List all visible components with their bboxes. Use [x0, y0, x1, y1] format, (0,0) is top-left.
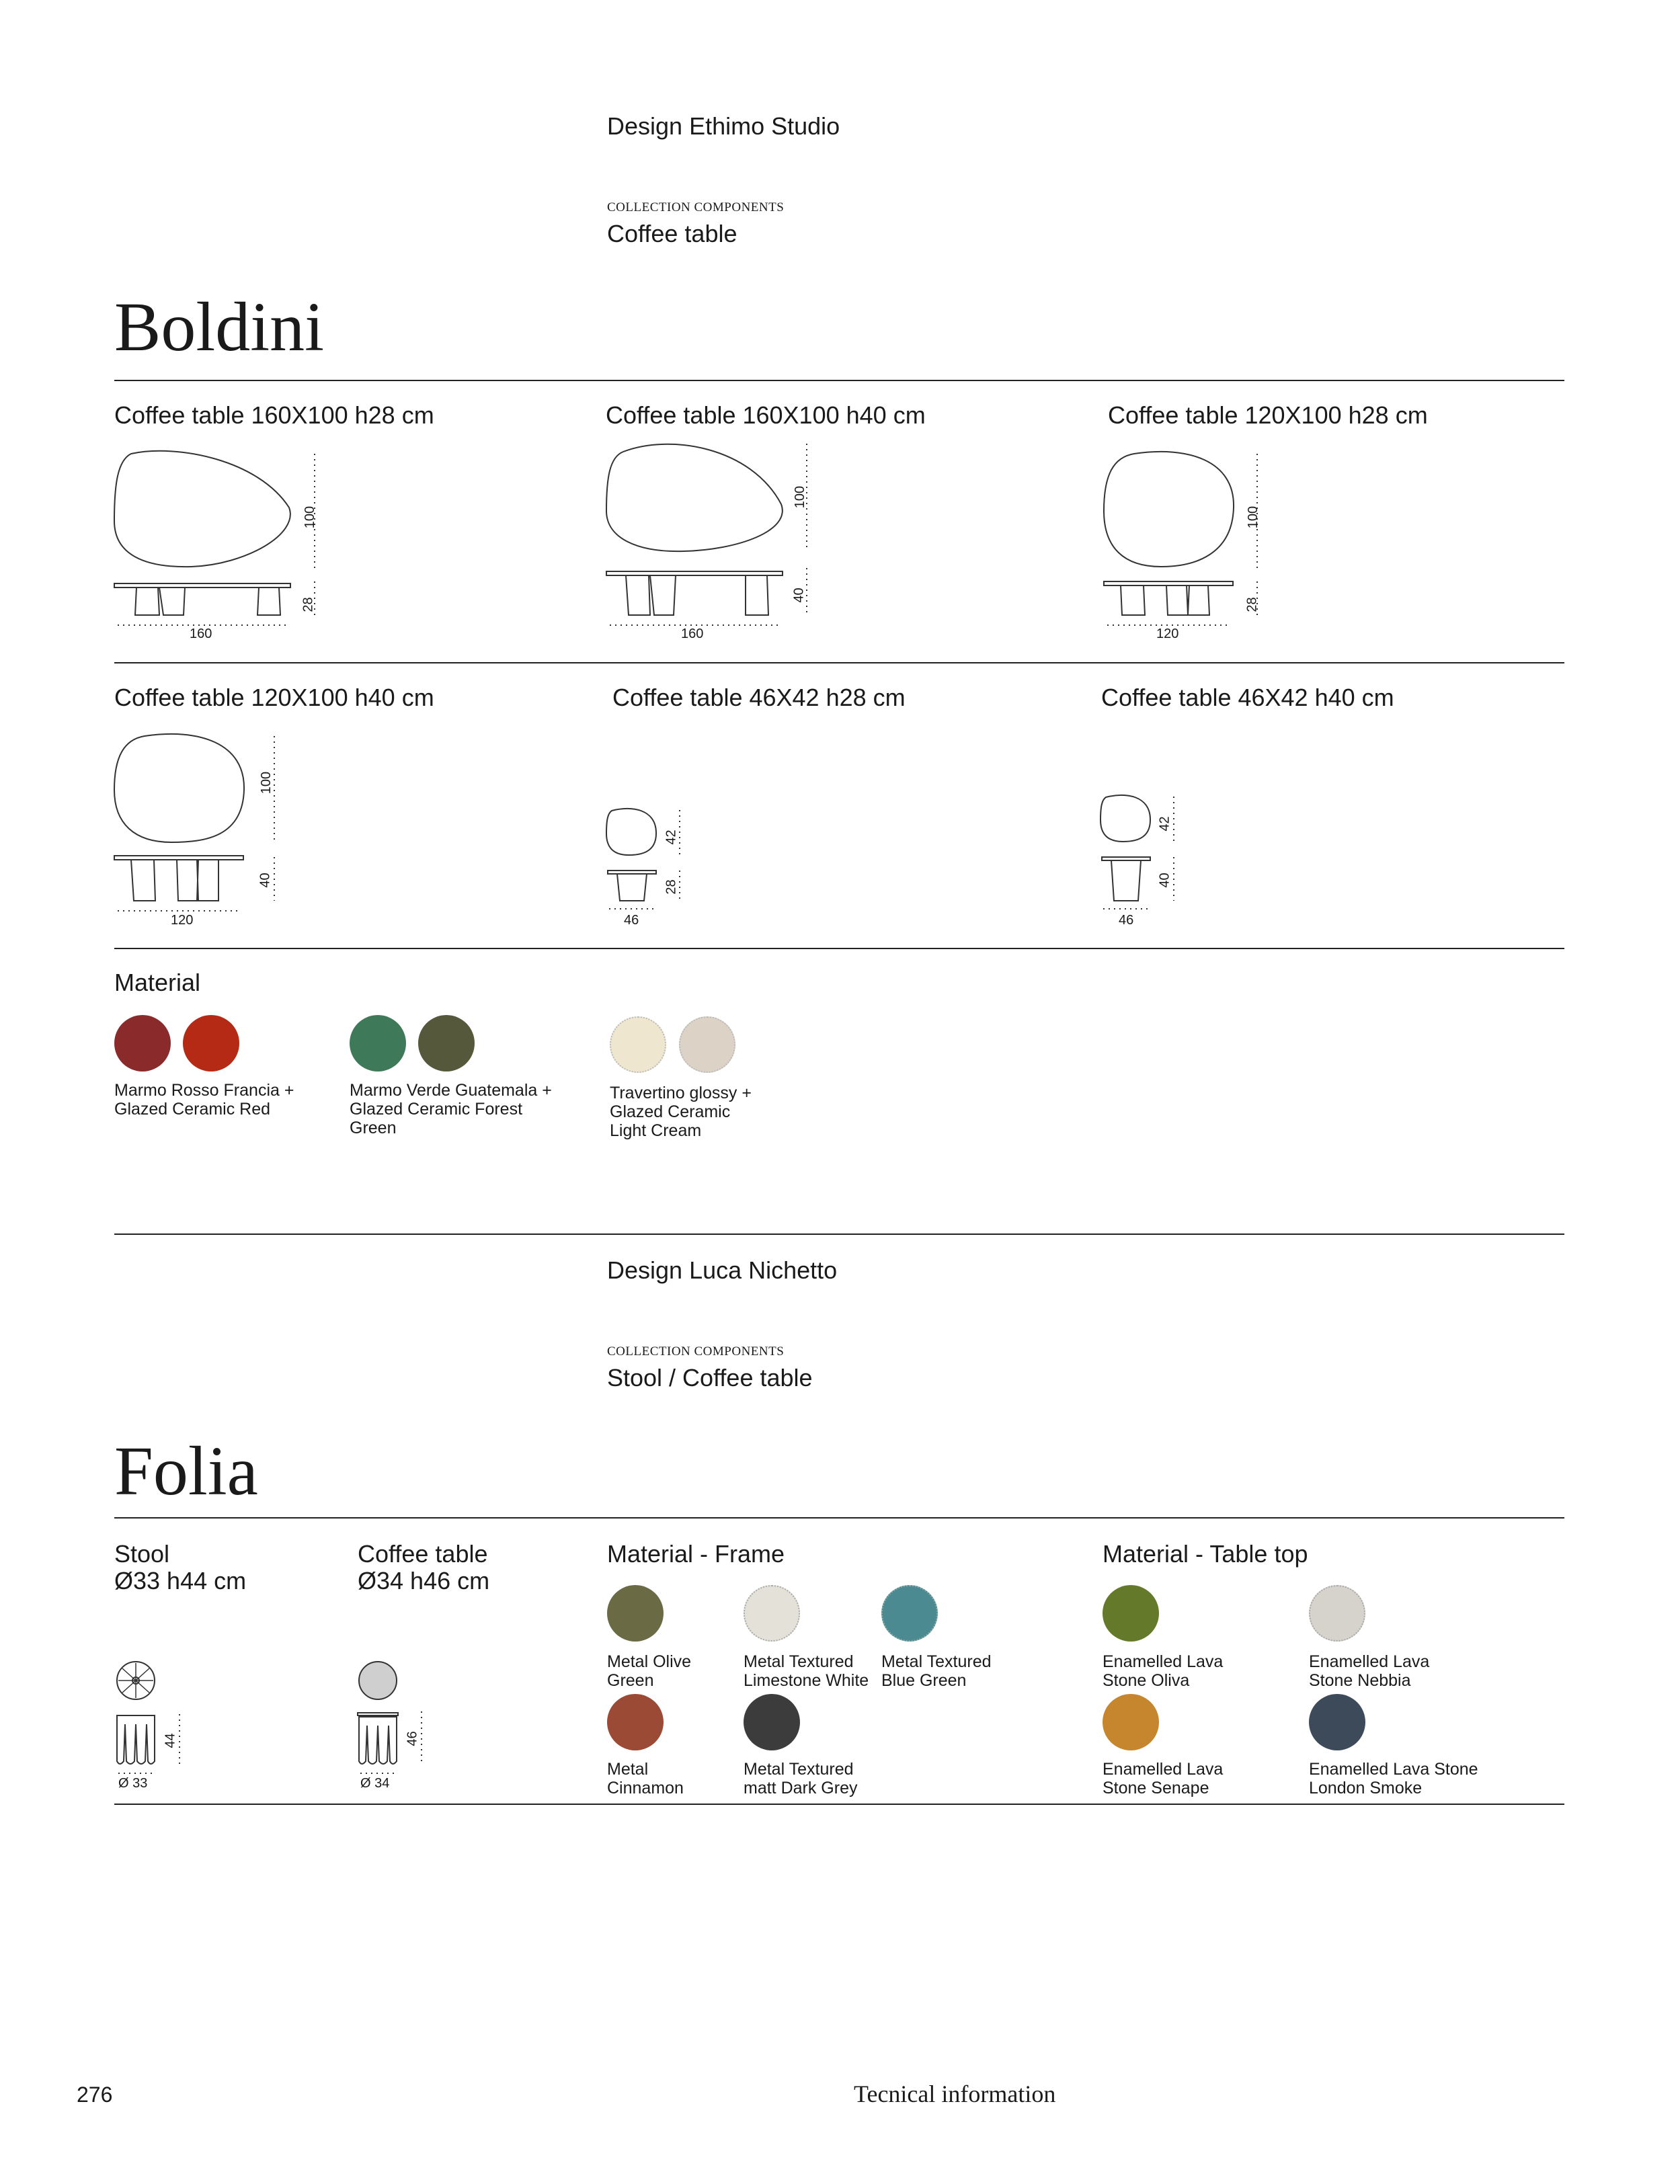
folia-components-label: COLLECTION COMPONENTS	[607, 1344, 785, 1359]
divider	[114, 948, 1564, 949]
stool-title: Stool Ø33 h44 cm	[114, 1540, 247, 1594]
frame-caption: Metal Textured Blue Green	[881, 1652, 992, 1690]
frame-heading: Material - Frame	[607, 1540, 785, 1568]
table-drawing-46x42-h28	[605, 807, 692, 921]
frame-swatch[interactable]	[744, 1585, 800, 1642]
dim-height: 46	[405, 1731, 420, 1746]
product-title: Coffee table 120X100 h28 cm	[1108, 401, 1428, 429]
dim-width: 120	[1156, 626, 1179, 641]
divider	[114, 1233, 1564, 1235]
material-caption: Travertino glossy + Glazed Ceramic Light Cream	[610, 1084, 752, 1140]
dim-height: 40	[791, 588, 807, 603]
dim-height: 40	[257, 873, 273, 888]
frame-swatch[interactable]	[607, 1694, 664, 1750]
folia-designer: Design Luca Nichetto	[607, 1256, 838, 1284]
dim-height: 28	[664, 879, 679, 895]
footer-section: Tecnical information	[854, 2080, 1056, 2107]
product-title: Coffee table 160X100 h28 cm	[114, 401, 434, 429]
dim-depth: 100	[793, 485, 808, 509]
material-swatch[interactable]	[679, 1016, 735, 1073]
product-title: Coffee table 46X42 h28 cm	[612, 684, 906, 711]
top-swatch[interactable]	[1103, 1585, 1159, 1642]
top-caption: Enamelled Lava Stone Senape	[1103, 1760, 1224, 1797]
top-swatch[interactable]	[1309, 1694, 1365, 1750]
boldini-components-label: COLLECTION COMPONENTS	[607, 200, 785, 214]
top-heading: Material - Table top	[1103, 1540, 1308, 1568]
dim-height: 44	[163, 1733, 178, 1748]
material-swatch[interactable]	[350, 1015, 406, 1071]
dim-width: 160	[681, 626, 704, 641]
table-drawing-160x100-h28	[111, 447, 326, 649]
material-swatch[interactable]	[418, 1015, 475, 1071]
top-caption: Enamelled Lava Stone Oliva	[1103, 1652, 1224, 1690]
top-swatch[interactable]	[1309, 1585, 1365, 1642]
material-caption: Marmo Verde Guatemala + Glazed Ceramic Forest Green	[350, 1081, 552, 1137]
material-swatch[interactable]	[183, 1015, 239, 1071]
dim-width: 160	[190, 626, 212, 641]
folia-table-title: Coffee table Ø34 h46 cm	[358, 1540, 490, 1594]
folia-table-drawing	[356, 1660, 430, 1795]
dim-height: 28	[301, 597, 316, 612]
dim-depth: 100	[259, 771, 274, 795]
dim-diameter: Ø 33	[118, 1776, 148, 1791]
frame-caption: Metal Textured matt Dark Grey	[744, 1760, 858, 1797]
frame-caption: Metal Olive Green	[607, 1652, 692, 1690]
divider	[114, 380, 1564, 381]
dim-width: 46	[624, 913, 639, 928]
dim-depth: 100	[303, 505, 318, 529]
divider	[114, 1804, 1564, 1805]
dim-depth: 100	[1246, 505, 1261, 529]
boldini-designer: Design Ethimo Studio	[607, 112, 840, 140]
stool-drawing	[114, 1660, 188, 1795]
dim-height: 40	[1157, 873, 1172, 888]
frame-swatch[interactable]	[744, 1694, 800, 1750]
material-swatch[interactable]	[114, 1015, 171, 1071]
divider	[114, 662, 1564, 663]
top-caption: Enamelled Lava Stone Nebbia	[1309, 1652, 1430, 1690]
material-swatch[interactable]	[610, 1016, 666, 1073]
dim-diameter: Ø 34	[360, 1776, 390, 1791]
frame-caption: Metal Cinnamon	[607, 1760, 684, 1797]
dim-depth: 42	[1157, 816, 1172, 832]
material-heading: Material	[114, 969, 201, 996]
material-caption: Marmo Rosso Francia + Glazed Ceramic Red	[114, 1081, 294, 1119]
divider	[114, 1517, 1564, 1519]
frame-swatch[interactable]	[607, 1585, 664, 1642]
folia-title: Folia	[114, 1432, 258, 1510]
boldini-components: Coffee table	[607, 220, 737, 247]
top-swatch[interactable]	[1103, 1694, 1159, 1750]
dim-height: 28	[1244, 597, 1260, 612]
boldini-title: Boldini	[114, 288, 325, 366]
product-title: Coffee table 160X100 h40 cm	[606, 401, 926, 429]
frame-caption: Metal Textured Limestone White	[744, 1652, 869, 1690]
product-title: Coffee table 120X100 h40 cm	[114, 684, 434, 711]
dim-width: 46	[1119, 913, 1134, 928]
folia-components: Stool / Coffee table	[607, 1364, 813, 1391]
table-drawing-160x100-h40	[603, 437, 818, 645]
page-number: 276	[77, 2082, 113, 2107]
table-drawing-120x100-h28	[1101, 447, 1275, 649]
frame-swatch[interactable]	[881, 1585, 938, 1642]
table-drawing-120x100-h40	[111, 729, 286, 931]
dim-depth: 42	[664, 830, 679, 845]
table-drawing-46x42-h40	[1099, 793, 1187, 921]
top-caption: Enamelled Lava Stone London Smoke	[1309, 1760, 1478, 1797]
product-title: Coffee table 46X42 h40 cm	[1101, 684, 1394, 711]
dim-width: 120	[171, 913, 194, 928]
